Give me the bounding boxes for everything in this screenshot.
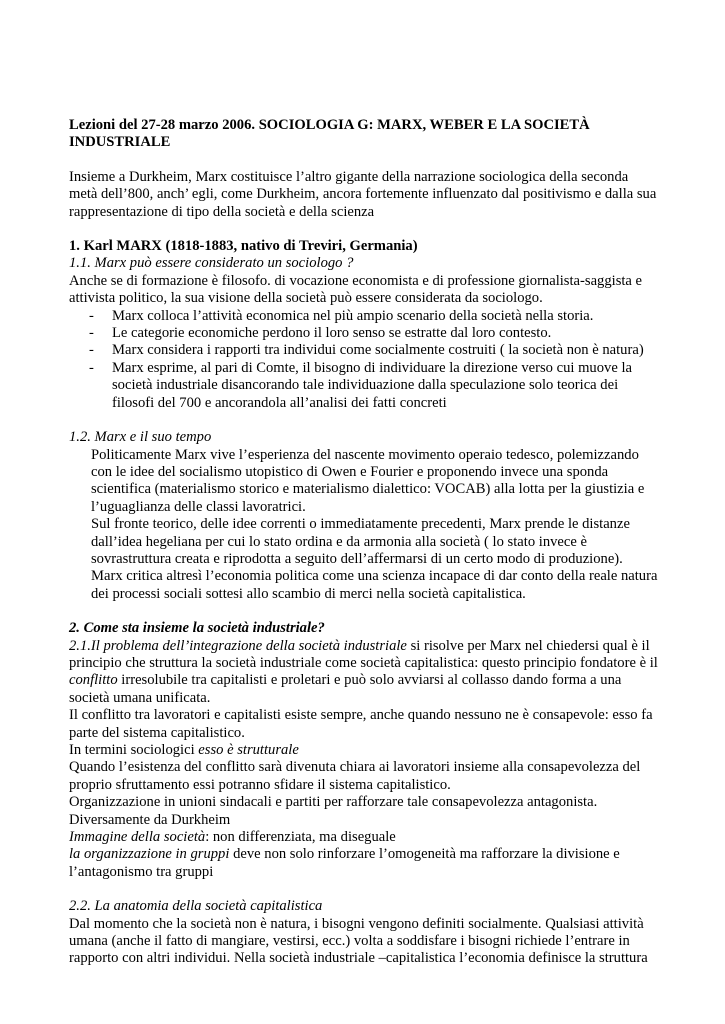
- dash-marker: -: [89, 359, 94, 376]
- document-title: Lezioni del 27-28 marzo 2006. SOCIOLOGIA G: MARX, WEBER E LA SOCIETÀ INDUSTRIALE: [69, 117, 590, 151]
- section2-p5: Organizzazione in unioni sindacali e partiti per rafforzare tale consapevolezza antagonista.: [69, 794, 598, 811]
- dash-marker: -: [89, 342, 94, 359]
- section2-p6: Diversamente da Durkheim: [69, 811, 231, 828]
- list-item: - Marx esprime, al pari di Comte, il bisogno di individuare la direzione verso cui muove la società industriale disancorando tale individuazione dalla speculazione solo teorica dei filosofi del 700 e ancorandola all’analisi dei fatti concreti: [89, 359, 632, 411]
- section2-sub2-text: Dal momento che la società non è natura, i bisogni vengono definiti socialmente. Qualsiasi attività umana (anche il fatto di mangiare, vestirsi, ecc.) volta a soddisfare i bisogni richiede l’entrare in rapporto con altri individui. Nella società industriale –capitalistica l’economia definisce la struttura: [69, 915, 648, 967]
- section2-heading: 2. Come sta insieme la società industriale?: [69, 620, 325, 637]
- dash-marker: -: [89, 325, 94, 342]
- section2-p8: la organizzazione in gruppi deve non solo rinforzare l’omogeneità ma rafforzare la divisione e l’antagonismo tra gruppi: [69, 846, 620, 880]
- section2-p1: 2.1.Il problema dell’integrazione della società industriale si risolve per Marx nel chiedersi qual è il principio che struttura la società industriale come società capitalistica: questo principio fondatore è il conflitto irresolubile tra capitalisti e proletari e può solo avviarsi al collasso dando forma a una società umana unificata.: [69, 637, 658, 706]
- document-page: [69, 117, 659, 968]
- section1-heading: 1. Karl MARX (1818-1883, nativo di Treviri, Germania): [69, 238, 418, 255]
- section1-sub2-body: [69, 447, 659, 604]
- section1-sub1-text: Anche se di formazione è filosofo. di vocazione economista e di professione giornalista-saggista e attivista politico, la sua visione della società può essere considerata da sociologo.: [69, 272, 643, 307]
- list-item: - Marx colloca l’attività economica nel più ampio scenario della società nella storia.: [89, 307, 594, 324]
- section2-sub2-title: 2.2. La anatomia della società capitalistica: [69, 898, 323, 915]
- intro-paragraph: Insieme a Durkheim, Marx costituisce l’altro gigante della narrazione sociologica della seconda metà dell’800, anch’ egli, come Durkheim, ancora fortemente influenzato dal positivismo e dalla sua rappresentazione di tipo della società e della scienza: [69, 168, 657, 220]
- body-paragraph: Politicamente Marx vive l’esperienza del nascente movimento operaio tedesco, polemizzando con le idee del socialismo utopistico di Owen e Fourier e proponendo invece una sponda scientifica (materialismo storico e materialismo dialettico: VOCAB) alla lotta per la giustizia e l’uguaglianza delle classi lavoratrici.: [91, 446, 645, 515]
- section2-p3: In termini sociologici esso è strutturale: [69, 742, 299, 758]
- list-item: - Marx considera i rapporti tra individui come socialmente costruiti ( la società non è natura): [89, 342, 644, 359]
- section1-sub2-title: 1.2. Marx e il suo tempo: [69, 429, 212, 446]
- section1-sub1-title: 1.1. Marx può essere considerato un sociologo ?: [69, 255, 354, 272]
- section2-p2: Il conflitto tra lavoratori e capitalisti esiste sempre, anche quando nessuno ne è consapevole: esso fa parte del sistema capitalistico.: [69, 707, 653, 741]
- section2-p4: Quando l’esistenza del conflitto sarà divenuta chiara ai lavoratori insieme alla consapevolezza del proprio sfruttamento essi potranno sfidare il sistema capitalistico.: [69, 759, 641, 793]
- dash-marker: -: [89, 307, 94, 324]
- body-paragraph: Marx critica altresì l’economia politica come una scienza incapace di dar conto della reale natura dei processi sociali sottesi allo scambio di merci nella società capitalistica.: [91, 568, 658, 602]
- body-paragraph: Sul fronte teorico, delle idee correnti o immediatamente precedenti, Marx prende le distanze dall’idea hegeliana per cui lo stato ordina e da armonia alla società ( lo stato invece è sovrastruttura creata e riprodotta a seguito dell’affermarsi di un certo modo di produzione).: [91, 516, 630, 567]
- list-item: - Le categorie economiche perdono il loro senso se estratte dal loro contesto.: [89, 325, 552, 342]
- section2-p7: Immagine della società: non differenziata, ma diseguale: [69, 829, 396, 846]
- section1-bullet-list: [69, 308, 659, 412]
